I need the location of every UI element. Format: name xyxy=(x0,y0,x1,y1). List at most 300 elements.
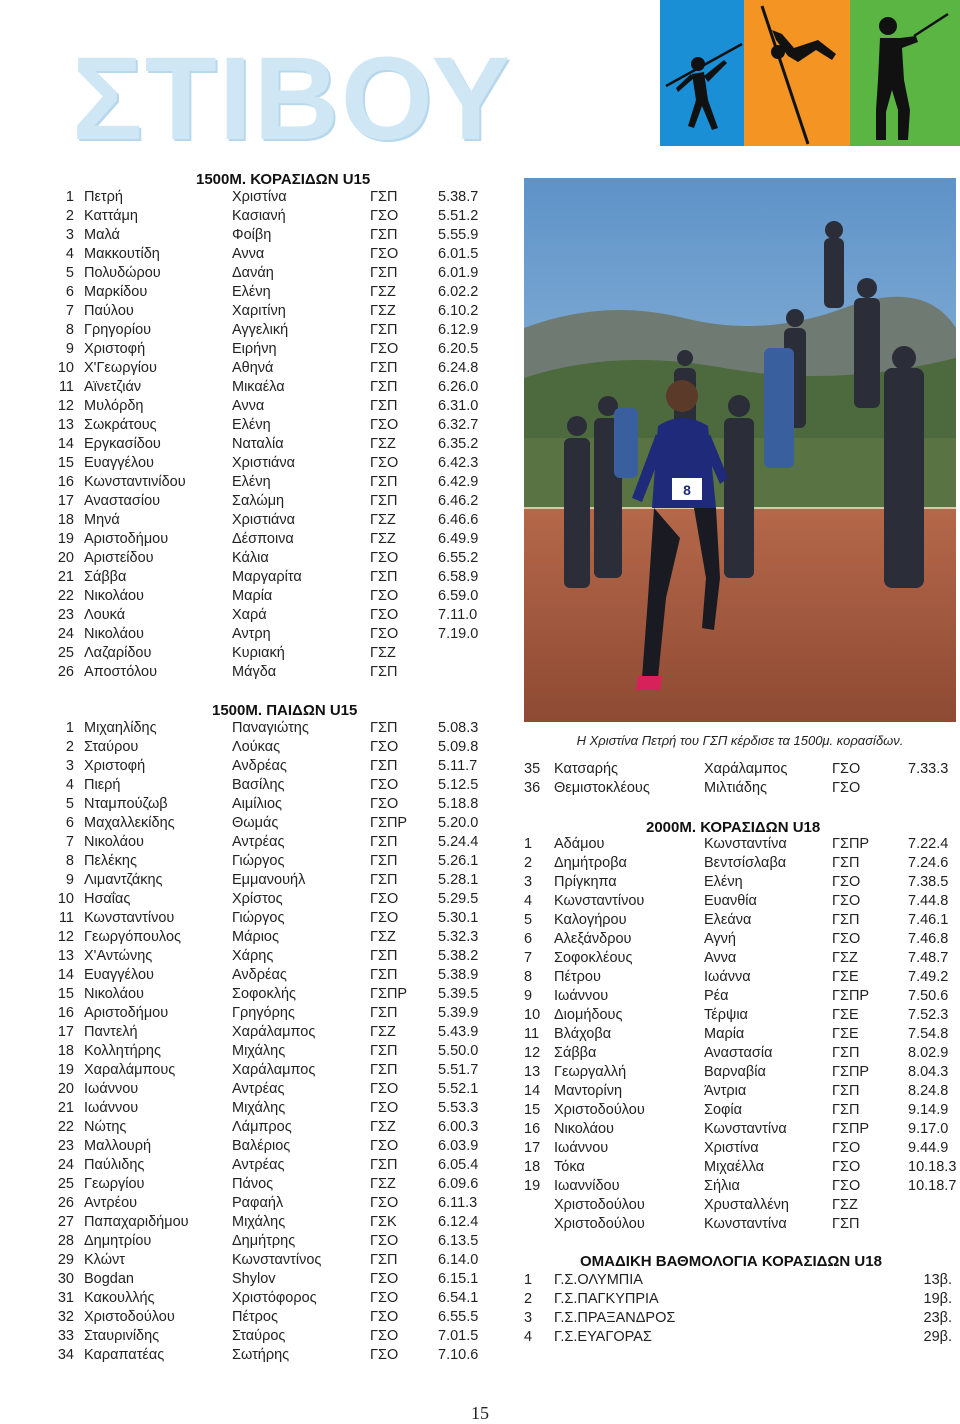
time-cell: 6.02.2 xyxy=(438,284,479,300)
place-cell: 18 xyxy=(524,1159,541,1175)
surname-cell: Σωκράτους xyxy=(84,417,157,433)
surname-cell: Μυλόρδη xyxy=(84,398,144,414)
surname-cell: Μακκουτίδη xyxy=(84,246,160,262)
surname-cell: Χριστοδούλου xyxy=(84,1309,175,1325)
surname-cell: Καλογήρου xyxy=(554,912,627,928)
club-cell: ΓΣΖ xyxy=(370,929,396,945)
first-name-cell: Σοφοκλής xyxy=(232,986,297,1002)
time-cell: 6.03.9 xyxy=(438,1138,479,1154)
club-name-cell: Γ.Σ.ΠΑΓΚΥΠΡΙΑ xyxy=(554,1291,659,1307)
first-name-cell: Αντρέας xyxy=(232,1157,285,1173)
club-cell: ΓΣΠ xyxy=(832,1083,860,1099)
club-cell: ΓΣΟ xyxy=(370,1309,399,1325)
surname-cell: Κατσαρής xyxy=(554,761,619,777)
club-cell: ΓΣΟ xyxy=(832,874,861,890)
club-cell: ΓΣΠ xyxy=(370,379,398,395)
place-cell: 12 xyxy=(57,398,74,414)
first-name-cell: Μάγδα xyxy=(232,664,277,680)
place-cell: 19 xyxy=(57,531,74,547)
first-name-cell: Λούκας xyxy=(232,739,281,755)
place-cell: 6 xyxy=(65,284,74,300)
points-cell: 13β. xyxy=(923,1272,952,1288)
surname-cell: Καττάμη xyxy=(84,208,138,224)
first-name-cell: Αννα xyxy=(232,246,265,262)
surname-cell: Αριστείδου xyxy=(84,550,154,566)
first-name-cell: Ειρήνη xyxy=(232,341,277,357)
surname-cell: Αριστοδήμου xyxy=(84,531,169,547)
time-cell: 8.24.8 xyxy=(908,1083,949,1099)
first-name-cell: Ανδρέας xyxy=(232,967,287,983)
place-cell: 2 xyxy=(524,855,533,871)
time-cell: 8.02.9 xyxy=(908,1045,949,1061)
time-cell: 6.26.0 xyxy=(438,379,479,395)
club-cell: ΓΣΟ xyxy=(370,550,399,566)
place-cell: 24 xyxy=(57,626,74,642)
first-name-cell: Σήλια xyxy=(704,1178,740,1194)
club-cell: ΓΣΟ xyxy=(832,780,861,796)
club-cell: ΓΣΟ xyxy=(832,931,861,947)
surname-cell: Μαντορίνη xyxy=(554,1083,623,1099)
place-cell: 12 xyxy=(524,1045,541,1061)
first-name-cell: Ελένη xyxy=(232,474,271,490)
place-cell: 14 xyxy=(57,436,74,452)
club-cell: ΓΣΚ xyxy=(370,1214,397,1230)
time-cell: 7.01.5 xyxy=(438,1328,479,1344)
first-name-cell: Μαργαρίτα xyxy=(232,569,302,585)
place-cell: 26 xyxy=(57,664,74,680)
club-cell: ΓΣΠ xyxy=(370,1005,398,1021)
time-cell: 5.38.7 xyxy=(438,189,479,205)
club-cell: ΓΣΖ xyxy=(370,436,396,452)
club-cell: ΓΣΟ xyxy=(370,208,399,224)
surname-cell: Μαχαλλεκίδης xyxy=(84,815,175,831)
first-name-cell: Αννα xyxy=(704,950,737,966)
surname-cell: Πρίγκηπα xyxy=(554,874,617,890)
surname-cell: Λιμαντζάκης xyxy=(84,872,163,888)
first-name-cell: Χρίστος xyxy=(232,891,283,907)
club-name-cell: Γ.Σ.ΕΥΑΓΟΡΑΣ xyxy=(554,1329,652,1345)
place-cell: 11 xyxy=(58,379,74,395)
surname-cell: Αντρέου xyxy=(84,1195,138,1211)
time-cell: 5.39.5 xyxy=(438,986,479,1002)
club-cell: ΓΣΠ xyxy=(370,967,398,983)
time-cell: 6.35.2 xyxy=(438,436,479,452)
surname-cell: Μαρκίδου xyxy=(84,284,148,300)
club-cell: ΓΣΟ xyxy=(370,1271,399,1287)
place-cell: 9 xyxy=(524,988,533,1004)
first-name-cell: Αγγελική xyxy=(232,322,289,338)
time-cell: 5.29.5 xyxy=(438,891,479,907)
place-cell: 33 xyxy=(57,1328,74,1344)
surname-cell: Πετρή xyxy=(84,189,123,205)
club-cell: ΓΣΟ xyxy=(370,455,399,471)
first-name-cell: Χαρά xyxy=(232,607,267,623)
place-cell: 21 xyxy=(57,1100,74,1116)
surname-cell: Βλάχοβα xyxy=(554,1026,612,1042)
place-cell: 23 xyxy=(57,607,74,623)
club-cell: ΓΣΠΡ xyxy=(832,988,870,1004)
surname-cell: Νικολάου xyxy=(84,834,144,850)
place-cell: 13 xyxy=(57,948,74,964)
place-cell: 7 xyxy=(65,834,74,850)
place-cell: 20 xyxy=(57,1081,74,1097)
first-name-cell: Ραφαήλ xyxy=(232,1195,284,1211)
first-name-cell: Μαρία xyxy=(232,588,273,604)
time-cell: 6.14.0 xyxy=(438,1252,479,1268)
time-cell: 7.38.5 xyxy=(908,874,949,890)
time-cell: 5.11.7 xyxy=(438,758,478,774)
place-cell: 7 xyxy=(65,303,74,319)
first-name-cell: Χριστόφορος xyxy=(232,1290,317,1306)
first-name-cell: Κασιανή xyxy=(232,208,286,224)
place-cell: 3 xyxy=(65,758,74,774)
first-name-cell: Χάρης xyxy=(232,948,274,964)
place-cell: 5 xyxy=(65,265,74,281)
place-cell: 4 xyxy=(65,246,74,262)
time-cell: 7.11.0 xyxy=(438,607,478,623)
club-cell: ΓΣΠ xyxy=(370,493,398,509)
surname-cell: Αριστοδήμου xyxy=(84,1005,169,1021)
place-cell: 1 xyxy=(524,836,533,852)
club-cell: ΓΣΖ xyxy=(832,950,858,966)
club-cell: ΓΣΟ xyxy=(370,910,399,926)
place-cell: 4 xyxy=(65,777,74,793)
club-cell: ΓΣΠ xyxy=(370,664,398,680)
club-cell: ΓΣΠ xyxy=(370,227,398,243)
place-cell: 25 xyxy=(57,645,74,661)
time-cell: 7.50.6 xyxy=(908,988,949,1004)
club-cell: ΓΣΖ xyxy=(370,1176,396,1192)
club-cell: ΓΣΟ xyxy=(370,1195,399,1211)
surname-cell: Δημήτροβα xyxy=(554,855,627,871)
pole-vaulter-icon xyxy=(748,0,848,146)
surname-cell: Χριστοδούλου xyxy=(554,1197,645,1213)
place-cell: 26 xyxy=(57,1195,74,1211)
surname-cell: Σοφοκλέους xyxy=(554,950,633,966)
first-name-cell: Μιλτιάδης xyxy=(704,780,768,796)
surname-cell: Νικολάου xyxy=(554,1121,614,1137)
first-name-cell: Βασίλης xyxy=(232,777,285,793)
club-cell: ΓΣΟ xyxy=(832,761,861,777)
place-cell: 31 xyxy=(57,1290,74,1306)
club-cell: ΓΣΠΡ xyxy=(832,836,870,852)
first-name-cell: Πάνος xyxy=(232,1176,274,1192)
club-cell: ΓΣΟ xyxy=(832,1140,861,1156)
section-title-boys-1500: 1500Μ. ΠΑΙΔΩΝ U15 xyxy=(212,702,358,719)
time-cell: 9.14.9 xyxy=(908,1102,949,1118)
surname-cell: Γεωργόπουλος xyxy=(84,929,182,945)
time-cell: 6.55.2 xyxy=(438,550,479,566)
club-cell: ΓΣΠ xyxy=(370,1157,398,1173)
first-name-cell: Χριστίνα xyxy=(704,1140,759,1156)
place-cell: 28 xyxy=(57,1233,74,1249)
place-cell: 4 xyxy=(524,1329,533,1345)
time-cell: 7.10.6 xyxy=(438,1347,479,1363)
surname-cell: Γρηγορίου xyxy=(84,322,152,338)
place-cell: 2 xyxy=(524,1291,533,1307)
javelin-thrower-icon xyxy=(664,0,744,146)
place-cell: 36 xyxy=(524,780,541,796)
time-cell: 6.32.7 xyxy=(438,417,479,433)
surname-cell: Ιωάννου xyxy=(554,1140,609,1156)
time-cell: 6.12.4 xyxy=(438,1214,479,1230)
time-cell: 5.38.2 xyxy=(438,948,479,964)
time-cell: 7.54.8 xyxy=(908,1026,949,1042)
place-cell: 16 xyxy=(524,1121,541,1137)
club-cell: ΓΣΟ xyxy=(370,739,399,755)
first-name-cell: Αναστασία xyxy=(704,1045,773,1061)
first-name-cell: Ανδρέας xyxy=(232,758,287,774)
club-cell: ΓΣΠ xyxy=(370,758,398,774)
club-cell: ΓΣΟ xyxy=(370,626,399,642)
time-cell: 6.49.9 xyxy=(438,531,479,547)
time-cell: 7.52.3 xyxy=(908,1007,949,1023)
place-cell: 23 xyxy=(57,1138,74,1154)
surname-cell: Αποστόλου xyxy=(84,664,158,680)
place-cell: 16 xyxy=(57,1005,74,1021)
place-cell: 9 xyxy=(65,872,74,888)
surname-cell: Σταύρου xyxy=(84,739,139,755)
time-cell: 6.09.6 xyxy=(438,1176,479,1192)
surname-cell: Κωνσταντίνου xyxy=(84,910,175,926)
place-cell: 6 xyxy=(524,931,533,947)
club-cell: ΓΣΠ xyxy=(370,1062,398,1078)
club-cell: ΓΣΠΡ xyxy=(832,1064,870,1080)
first-name-cell: Αντρέας xyxy=(232,834,285,850)
time-cell: 7.24.6 xyxy=(908,855,949,871)
club-cell: ΓΣΟ xyxy=(370,246,399,262)
time-cell: 6.00.3 xyxy=(438,1119,479,1135)
first-name-cell: Δημήτρης xyxy=(232,1233,296,1249)
time-cell: 5.43.9 xyxy=(438,1024,479,1040)
club-cell: ΓΣΟ xyxy=(370,1081,399,1097)
golfer-icon xyxy=(852,0,958,146)
place-cell: 5 xyxy=(65,796,74,812)
surname-cell: Νικολάου xyxy=(84,626,144,642)
place-cell: 19 xyxy=(524,1178,541,1194)
place-cell: 1 xyxy=(65,189,74,205)
club-cell: ΓΣΠ xyxy=(832,1216,860,1232)
club-cell: ΓΣΠ xyxy=(370,948,398,964)
time-cell: 5.09.8 xyxy=(438,739,479,755)
place-cell: 4 xyxy=(524,893,533,909)
place-cell: 1 xyxy=(65,720,74,736)
time-cell: 5.50.0 xyxy=(438,1043,479,1059)
place-cell: 21 xyxy=(57,569,74,585)
club-cell: ΓΣΟ xyxy=(832,893,861,909)
place-cell: 6 xyxy=(65,815,74,831)
time-cell: 7.33.3 xyxy=(908,761,949,777)
club-cell: ΓΣΟ xyxy=(370,588,399,604)
club-cell: ΓΣΟ xyxy=(370,891,399,907)
time-cell: 6.20.5 xyxy=(438,341,479,357)
surname-cell: Αναστασίου xyxy=(84,493,161,509)
surname-cell: Αδάμου xyxy=(554,836,605,852)
surname-cell: Γεωργαλλή xyxy=(554,1064,627,1080)
club-cell: ΓΣΖ xyxy=(370,512,396,528)
first-name-cell: Μάριος xyxy=(232,929,279,945)
time-cell: 6.59.0 xyxy=(438,588,479,604)
place-cell: 30 xyxy=(57,1271,74,1287)
club-cell: ΓΣΠ xyxy=(370,474,398,490)
first-name-cell: Εμμανουήλ xyxy=(232,872,306,888)
club-cell: ΓΣΟ xyxy=(832,1159,861,1175)
time-cell: 6.13.5 xyxy=(438,1233,479,1249)
surname-cell: Μιχαηλίδης xyxy=(84,720,157,736)
surname-cell: Εργκασίδου xyxy=(84,436,161,452)
place-cell: 29 xyxy=(57,1252,74,1268)
time-cell: 6.58.9 xyxy=(438,569,479,585)
time-cell: 5.24.4 xyxy=(438,834,479,850)
surname-cell: Νώτης xyxy=(84,1119,127,1135)
place-cell: 25 xyxy=(57,1176,74,1192)
first-name-cell: Χριστίνα xyxy=(232,189,287,205)
place-cell: 3 xyxy=(65,227,74,243)
place-cell: 8 xyxy=(65,853,74,869)
surname-cell: Σάββα xyxy=(554,1045,597,1061)
first-name-cell: Γιώργος xyxy=(232,910,285,926)
surname-cell: Ιωάννου xyxy=(84,1100,139,1116)
first-name-cell: Γρηγόρης xyxy=(232,1005,295,1021)
surname-cell: Χ'Αντώνης xyxy=(84,948,153,964)
club-cell: ΓΣΟ xyxy=(370,1100,399,1116)
first-name-cell: Ελένη xyxy=(704,874,743,890)
page-number: 15 xyxy=(471,1403,489,1423)
club-cell: ΓΣΕ xyxy=(832,1026,859,1042)
time-cell: 5.55.9 xyxy=(438,227,479,243)
surname-cell: Δημητρίου xyxy=(84,1233,152,1249)
time-cell: 6.46.2 xyxy=(438,493,479,509)
place-cell: 20 xyxy=(57,550,74,566)
surname-cell: Πιερή xyxy=(84,777,121,793)
place-cell: 12 xyxy=(57,929,74,945)
first-name-cell: Βεντσίσλαβα xyxy=(704,855,787,871)
club-cell: ΓΣΠ xyxy=(370,872,398,888)
first-name-cell: Δέσποινα xyxy=(232,531,294,547)
time-cell: 6.55.5 xyxy=(438,1309,479,1325)
surname-cell: Ιωαννίδου xyxy=(554,1178,620,1194)
time-cell: 6.42.9 xyxy=(438,474,479,490)
first-name-cell: Αννα xyxy=(232,398,265,414)
header-title: ΣΤΙΒΟΥ xyxy=(72,33,513,165)
surname-cell: Πολυδώρου xyxy=(84,265,161,281)
place-cell: 17 xyxy=(57,1024,74,1040)
first-name-cell: Ελένη xyxy=(232,284,271,300)
surname-cell: Ευαγγέλου xyxy=(84,455,154,471)
first-name-cell: Shylov xyxy=(232,1271,276,1287)
time-cell: 6.31.0 xyxy=(438,398,479,414)
time-cell: 5.39.9 xyxy=(438,1005,479,1021)
surname-cell: Θεμιστοκλέους xyxy=(554,780,650,796)
place-cell: 14 xyxy=(524,1083,541,1099)
place-cell: 1 xyxy=(524,1272,533,1288)
first-name-cell: Σοφία xyxy=(704,1102,743,1118)
time-cell: 6.15.1 xyxy=(438,1271,479,1287)
first-name-cell: Χαριτίνη xyxy=(232,303,286,319)
surname-cell: Χ'Γεωργίου xyxy=(84,360,157,376)
club-cell: ΓΣΟ xyxy=(370,1138,399,1154)
first-name-cell: Μιχάλης xyxy=(232,1214,286,1230)
time-cell: 10.18.3 xyxy=(908,1159,957,1175)
time-cell: 6.01.5 xyxy=(438,246,479,262)
surname-cell: Χριστοδούλου xyxy=(554,1102,645,1118)
first-name-cell: Κωνσταντίνα xyxy=(704,1216,787,1232)
time-cell: 6.11.3 xyxy=(438,1195,478,1211)
first-name-cell: Μιχάλης xyxy=(232,1043,286,1059)
club-cell: ΓΣΠ xyxy=(370,1252,398,1268)
first-name-cell: Βαλέριος xyxy=(232,1138,291,1154)
time-cell: 5.20.0 xyxy=(438,815,479,831)
surname-cell: Καραπατέας xyxy=(84,1347,165,1363)
place-cell: 15 xyxy=(57,455,74,471)
place-cell: 32 xyxy=(57,1309,74,1325)
place-cell: 13 xyxy=(524,1064,541,1080)
time-cell: 7.22.4 xyxy=(908,836,949,852)
time-cell: 6.42.3 xyxy=(438,455,479,471)
time-cell: 5.18.8 xyxy=(438,796,479,812)
first-name-cell: Παναγιώτης xyxy=(232,720,309,736)
first-name-cell: Σωτήρης xyxy=(232,1347,290,1363)
time-cell: 6.12.9 xyxy=(438,322,479,338)
surname-cell: Λαζαρίδου xyxy=(84,645,152,661)
club-cell: ΓΣΠ xyxy=(370,1043,398,1059)
time-cell: 5.30.1 xyxy=(438,910,479,926)
club-cell: ΓΣΠ xyxy=(370,569,398,585)
club-cell: ΓΣΖ xyxy=(370,645,396,661)
first-name-cell: Δανάη xyxy=(232,265,274,281)
page-header xyxy=(0,0,960,165)
first-name-cell: Αγνή xyxy=(704,931,736,947)
place-cell: 34 xyxy=(57,1347,74,1363)
surname-cell: Μαλά xyxy=(84,227,120,243)
surname-cell: Παπαχαριδήμου xyxy=(84,1214,189,1230)
club-cell: ΓΣΖ xyxy=(370,303,396,319)
club-cell: ΓΣΠ xyxy=(370,853,398,869)
time-cell: 5.28.1 xyxy=(438,872,479,888)
surname-cell: Νικολάου xyxy=(84,986,144,1002)
place-cell: 27 xyxy=(57,1214,74,1230)
time-cell: 7.48.7 xyxy=(908,950,949,966)
club-name-cell: Γ.Σ.ΠΡΑΞΑΝΔΡΟΣ xyxy=(554,1310,676,1326)
club-cell: ΓΣΠ xyxy=(370,265,398,281)
time-cell: 9.17.0 xyxy=(908,1121,949,1137)
club-cell: ΓΣΠ xyxy=(370,720,398,736)
first-name-cell: Χριστιάνα xyxy=(232,455,296,471)
place-cell: 18 xyxy=(57,512,74,528)
surname-cell: Κολλητήρης xyxy=(84,1043,161,1059)
surname-cell: Bogdan xyxy=(84,1271,134,1287)
surname-cell: Μηνά xyxy=(84,512,120,528)
time-cell: 6.46.6 xyxy=(438,512,479,528)
club-cell: ΓΣΟ xyxy=(370,341,399,357)
section-title-team-scores: ΟΜΑΔΙΚΗ ΒΑΘΜΟΛΟΓΙΑ ΚΟΡΑΣΙΔΩΝ U18 xyxy=(580,1253,882,1270)
club-cell: ΓΣΠ xyxy=(370,322,398,338)
surname-cell: Παύλιδης xyxy=(84,1157,145,1173)
surname-cell: Πέτρου xyxy=(554,969,601,985)
place-cell: 7 xyxy=(524,950,533,966)
place-cell: 3 xyxy=(524,874,533,890)
club-cell: ΓΣΠΡ xyxy=(370,986,408,1002)
race-photo xyxy=(524,178,956,722)
first-name-cell: Ευανθία xyxy=(704,893,757,909)
time-cell: 7.46.8 xyxy=(908,931,949,947)
time-cell: 5.38.9 xyxy=(438,967,479,983)
surname-cell: Χριστοφή xyxy=(84,341,146,357)
club-cell: ΓΣΕ xyxy=(832,1007,859,1023)
place-cell: 19 xyxy=(57,1062,74,1078)
place-cell: 13 xyxy=(57,417,74,433)
place-cell: 10 xyxy=(57,891,74,907)
